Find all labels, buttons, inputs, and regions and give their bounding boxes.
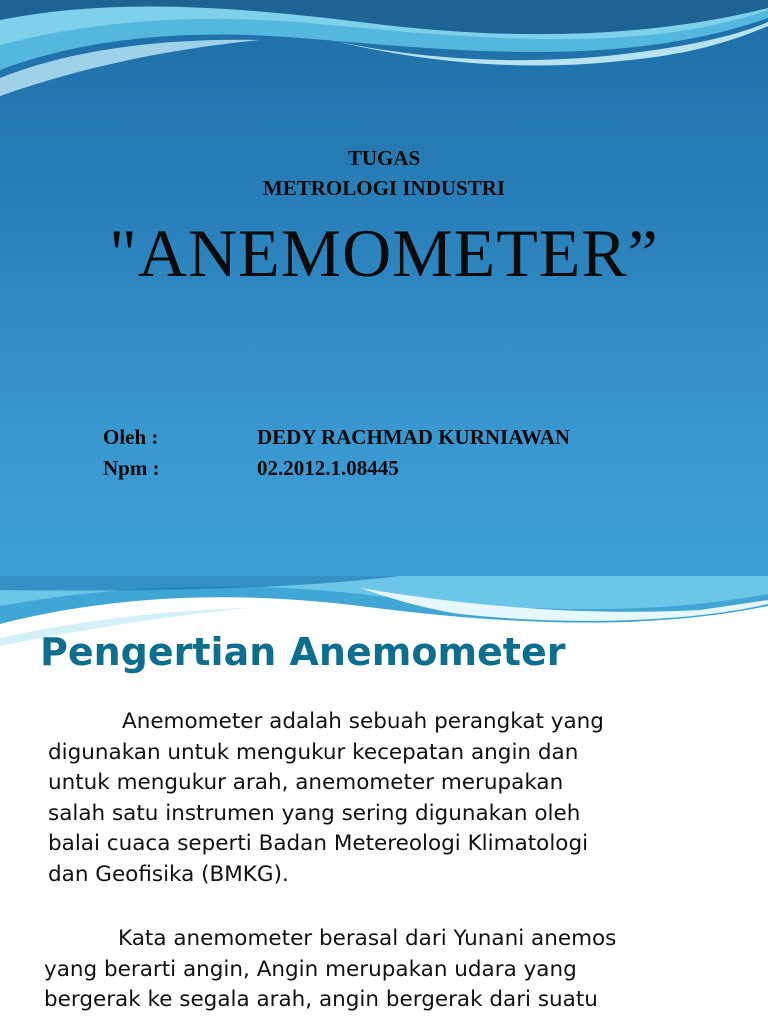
slide-title: "ANEMOMETER” [109,215,659,291]
content-slide [0,576,768,1024]
npm-row [103,456,399,481]
author-row [103,425,570,450]
wave-decoration [0,0,768,110]
author-name: DEDY RACHMAD KURNIAWAN [257,425,571,449]
slide-subtitle-tugas: TUGAS [347,146,421,170]
paragraph-line: balai cuaca seperti Badan Metereologi Klimatologi [48,831,589,856]
author-label: Oleh : [103,425,159,449]
paragraph-line: bergerak ke segala arah, angin bergerak dari suatu [44,987,598,1012]
paragraph-line: salah satu instrumen yang sering digunakan oleh [48,800,581,826]
npm-label: Npm : [103,456,160,480]
paragraph-line: untuk mengukur arah, anemometer merupakan [48,770,564,795]
paragraph-line: Anemometer adalah sebuah perangkat yang [122,709,604,734]
slide-subtitle-course: METROLOGI INDUSTRI [262,176,506,200]
paragraph-line: yang berarti angin, Angin merupakan udara yang [44,956,577,982]
paragraph-line: dan Geofisika (BMKG). [48,861,289,887]
paragraph-line: Kata anemometer berasal dari Yunani anemos [118,926,617,951]
slide-heading: Pengertian Anemometer [40,630,566,674]
paragraph-etymology [44,924,734,1016]
npm-value: 02.2012.1.08445 [257,456,399,480]
paragraph-definition [48,707,738,890]
paragraph-line: digunakan untuk mengukur kecepatan angin dan [48,739,579,765]
